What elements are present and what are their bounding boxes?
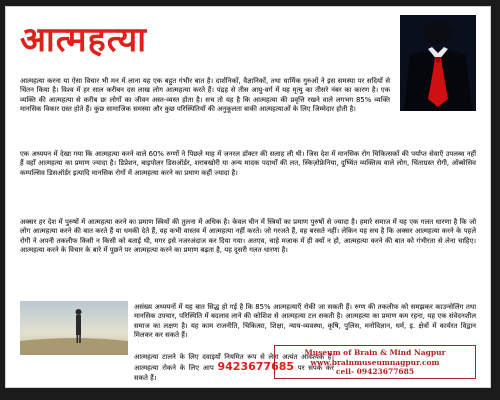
man-in-fog-photo	[20, 301, 128, 355]
poster	[5, 6, 491, 388]
museum-website-link[interactable]: www.brainmuseumnagpur.com	[310, 357, 440, 367]
museum-name: Museum of Brain & Mind Nagpur	[304, 348, 446, 357]
man-with-red-tie-photo	[400, 15, 476, 111]
page-title: आत्महत्या	[20, 20, 148, 60]
misconceptions-paragraph: अक्सर हर देश में पुरुषों में आत्महत्या करने का प्रमाण स्त्रियों की तुलना में अधिक है। केवल चीन में स्त्रियों का प्रमाण पुरुषों से ज्यादा है। हमारे समाज में यह एक गलत धारणा है कि जो लोग आत्महत्या करने की बात करते हैं या धमकी देते हैं, वह कभी वास्तव में आत्महत्या नहीं करते। जो गरजते हैं, वह बरसते नहीं। लेकिन यह सच है कि अक्सर आत्महत्या करने के पहले रोगी ने अपनी तकलीफ किसी न किसी को बताई थी, मगर इसे नजरअंदाज कर दिया गया। अतएव, चाहे मजाक में ही क्यों न हो, आत्महत्या करने की बात को गंभीरता से लेना चाहिए। आत्महत्या करने के विचार के बारे में पूछने पर आत्महत्या करने का प्रमाण बढ़ता है, यह दूसरी गलत धारणा है।	[20, 218, 476, 254]
study-paragraph: एक अध्ययन में देखा गया कि आत्महत्या करने वाले 60% रुग्णों ने पिछले माह में जनरल डॉक्टर की सलाह ली थी। जिस देश में मानसिक रोग चिकित्सकों की पर्याप्त सेवाएँ उपलब्ध नहीं हैं वहाँ आत्महत्या का प्रमाण ज्यादा है। डिप्रेशन, बाइपोलर डिसऑर्डर, शराबखोरी या अन्य मादक पदार्थों की लत, स्किज़ोफ्रेनिया, दुष्चिंत व्यक्तित्व वाले लोग, चिंताग्रस्त रोगी, ऑब्सेसिव कम्पल्सिव डिसऑर्डर इत्यादि मानसिक रोगों में आत्महत्या करने का प्रमाण कहीं ज्यादा है।	[20, 150, 476, 177]
museum-phone: cell- 09423677685	[335, 367, 415, 376]
prevention-paragraph: असंख्य अध्ययनों में यह बात सिद्ध हो गई है कि 85% आत्महत्याएँ रोकी जा सकती हैं। रुग्ण की तकलीफ को समझकर काउन्सेलिंग तथा मानसिक उपचार, परिस्थिति में बदलाव लाने की कोशिश से आत्महत्या टल सकती है। आत्महत्या का प्रमाण कम रहना, यह एक संवेदनशील समाज का लक्षण है। यह काम राजनीति, चिकित्सा, शिक्षा, न्याय-व्यवस्था, कृषि, पुलिस, मनोविज्ञान, धर्म, इ. क्षेत्रों में कार्यरत विद्वान मिलकर कर सकते हैं।	[134, 303, 476, 339]
contact-text-end: पर संपर्क कर सकते हैं।	[134, 364, 334, 382]
contact-text: आत्महत्या टालने के लिए दवाइयाँ नियमित रूप से लेना अत्यंत आवश्यक है। आत्महत्या रोकने के लिए आप	[134, 353, 334, 373]
museum-info-box	[274, 345, 476, 379]
contact-phone[interactable]: 9423677685	[217, 360, 295, 374]
intro-paragraph: आत्महत्या करना या ऐसा विचार भी मन में लाना यह एक बहुत गंभीर बात है। दार्शनिकों, वैज्ञानिकों, तथा धार्मिक गुरुओं ने इस समस्या पर सदियों से चिंतन किया है। विश्व में हर साल करीबन दस लाख लोग आत्महत्या करते हैं। पंद्रह से तीस आयु-वर्ग में यह मृत्यु का तीसरे नंबर का कारण है। एक व्यक्ति की आत्महत्या से करीब छः लोगों का जीवन अस्त-व्यस्त होता है। सच तो यह है कि आत्महत्या की प्रवृत्ति रखने वाले लगभग 85% व्यक्ति मानसिक विकार ग्रस्त होते हैं। कुछ सामाजिक समस्या और कुछ परिस्थितियों की अनुकूलता बाकी आत्महत्याओं के लिए जिम्मेदार होती है।	[20, 77, 390, 113]
